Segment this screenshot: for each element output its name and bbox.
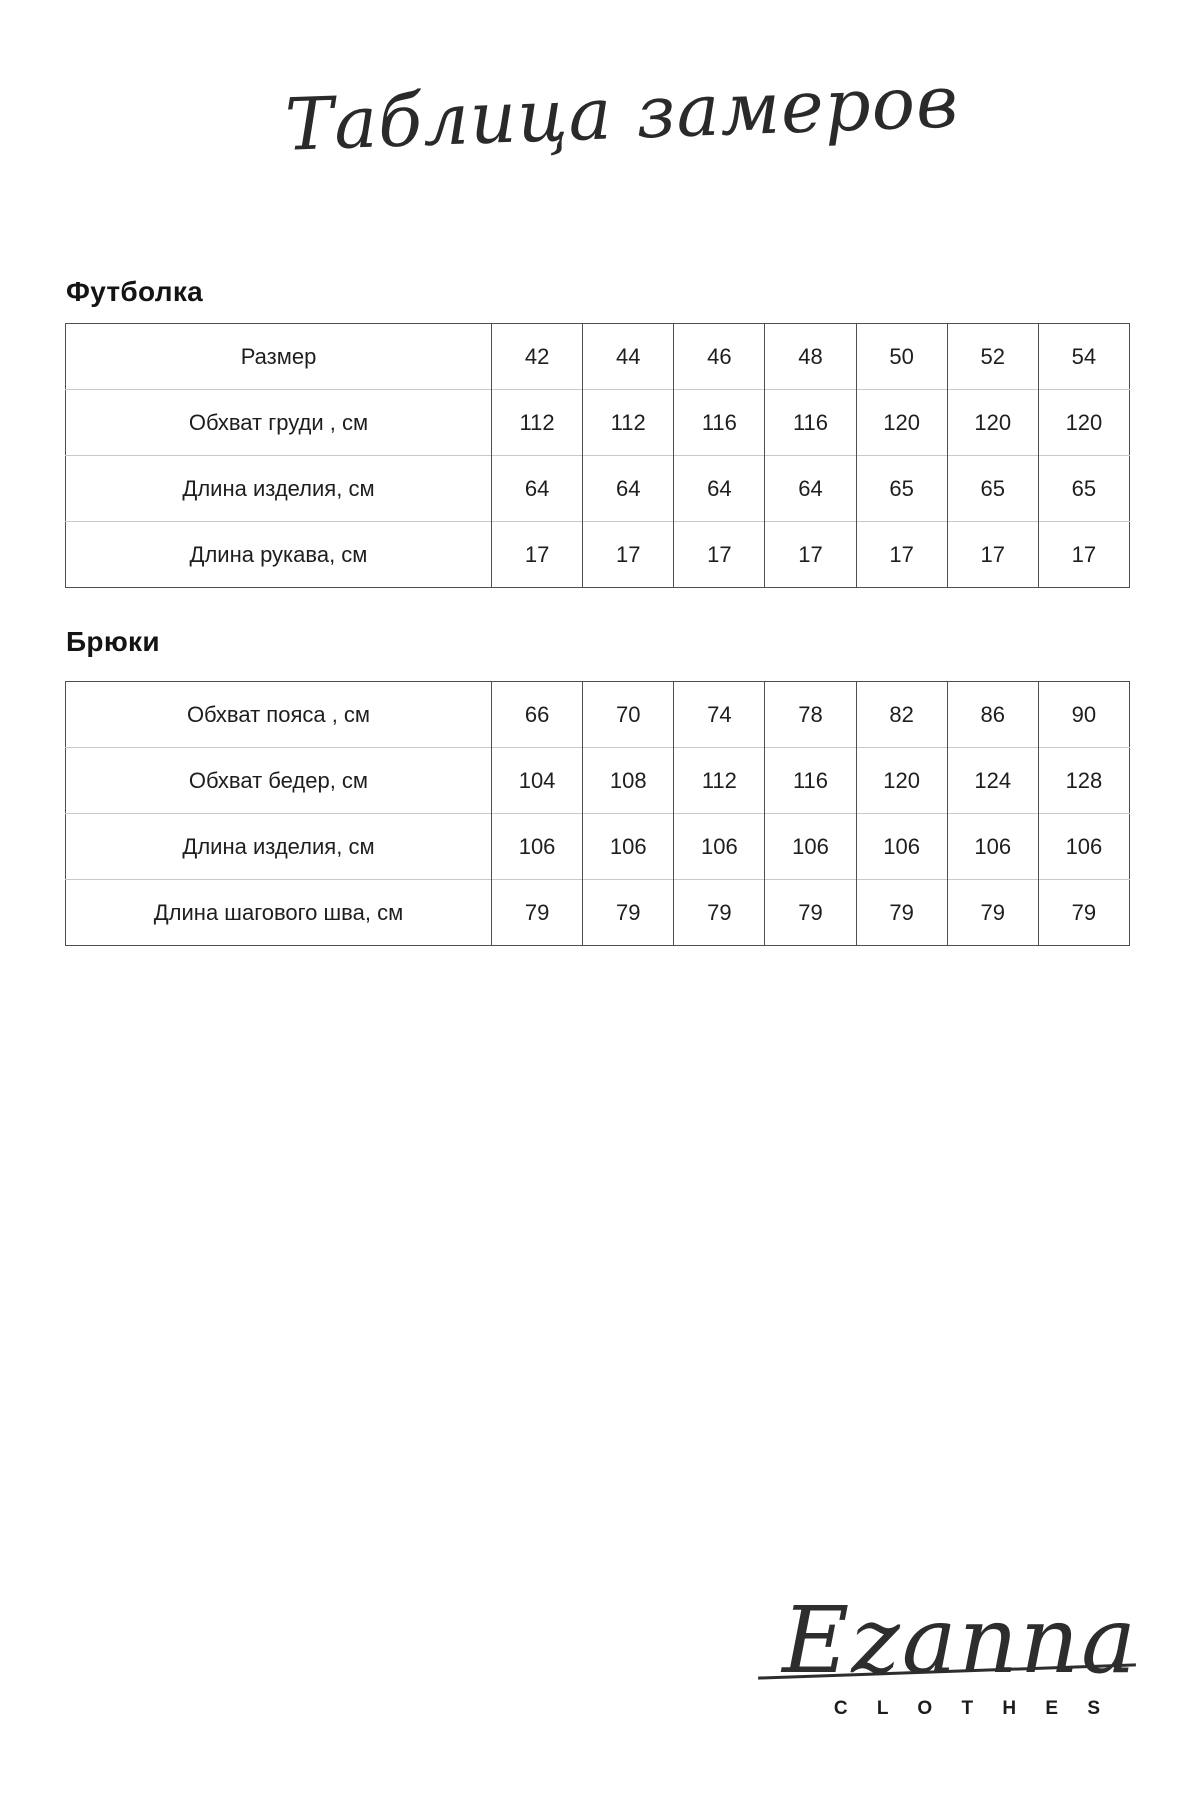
size-value-cell: 50 [856,324,947,390]
table-row [66,390,1130,456]
size-value-cell: 54 [1038,324,1129,390]
size-value-cell: 116 [765,390,856,456]
size-value-cell: 120 [1038,390,1129,456]
brand-subtitle: C L O T H E S [833,1698,1112,1720]
size-value-cell: 65 [947,456,1038,522]
size-value-cell: 108 [583,748,674,814]
size-value-cell: 79 [947,880,1038,946]
size-value-cell: 112 [674,748,765,814]
size-value-cell: 106 [492,814,583,880]
table-row [66,522,1130,588]
table-row [66,682,1130,748]
row-label: Обхват пояса , см [186,701,371,727]
tshirt-size-table [65,323,1130,588]
size-value-cell: 65 [856,456,947,522]
size-value-cell: 17 [947,522,1038,588]
size-value-cell: 70 [583,682,674,748]
size-value-cell: 17 [492,522,583,588]
size-value-cell: 104 [492,748,583,814]
table-row [66,814,1130,880]
size-value-cell: 42 [492,324,583,390]
size-value-cell: 64 [765,456,856,522]
size-value-cell: 86 [947,682,1038,748]
table-row [66,456,1130,522]
size-value-cell: 44 [583,324,674,390]
size-value-cell: 106 [765,814,856,880]
table-row [66,748,1130,814]
row-label: Длина изделия, см [66,456,492,522]
size-value-cell: 106 [947,814,1038,880]
size-value-cell: 120 [856,748,947,814]
size-value-cell: 106 [1038,814,1129,880]
size-value-cell: 112 [583,390,674,456]
size-value-cell: 79 [856,880,947,946]
brand-logo [760,1586,1138,1720]
row-label: Обхват бедер, см [66,748,492,814]
size-value-cell: 17 [856,522,947,588]
size-value-cell: 106 [856,814,947,880]
size-value-cell: 74 [674,682,765,748]
size-value-cell: 116 [765,748,856,814]
size-value-cell: 78 [765,682,856,748]
size-value-cell: 124 [947,748,1038,814]
size-value-cell: 48 [765,324,856,390]
size-value-cell: 79 [492,880,583,946]
size-value-cell: 82 [856,682,947,748]
size-value-cell: 120 [856,390,947,456]
size-value-cell: 64 [674,456,765,522]
size-value-cell: 65 [1038,456,1129,522]
size-value-cell: 64 [583,456,674,522]
size-value-cell: 79 [1038,880,1129,946]
size-value-cell: 46 [674,324,765,390]
trousers-size-table [65,681,1130,946]
size-value-cell: 128 [1038,748,1129,814]
page-title: Таблица замеров [283,59,961,167]
row-label: Размер [240,343,317,369]
size-value-cell: 116 [674,390,765,456]
section-heading-trousers: Брюки [66,626,160,657]
size-value-cell: 90 [1038,682,1129,748]
row-label: Длина рукава, см [66,522,492,588]
size-value-cell: 17 [765,522,856,588]
size-value-cell: 106 [583,814,674,880]
size-value-cell: 17 [674,522,765,588]
size-value-cell: 120 [947,390,1038,456]
row-label: Длина шагового шва, см [66,880,492,946]
size-value-cell: 79 [583,880,674,946]
table-row [66,880,1130,946]
size-value-cell: 64 [492,456,583,522]
table-row [66,324,1130,390]
size-value-cell: 66 [492,682,583,748]
brand-name: Ezanna [782,1587,1138,1694]
size-value-cell: 79 [674,880,765,946]
row-label: Обхват груди , см [66,390,492,456]
size-value-cell: 52 [947,324,1038,390]
size-value-cell: 17 [583,522,674,588]
size-value-cell: 112 [492,390,583,456]
row-label: Длина изделия, см [66,814,492,880]
section-heading-tshirt: Футболка [66,276,203,307]
size-value-cell: 79 [765,880,856,946]
size-value-cell: 17 [1038,522,1129,588]
size-value-cell: 106 [674,814,765,880]
